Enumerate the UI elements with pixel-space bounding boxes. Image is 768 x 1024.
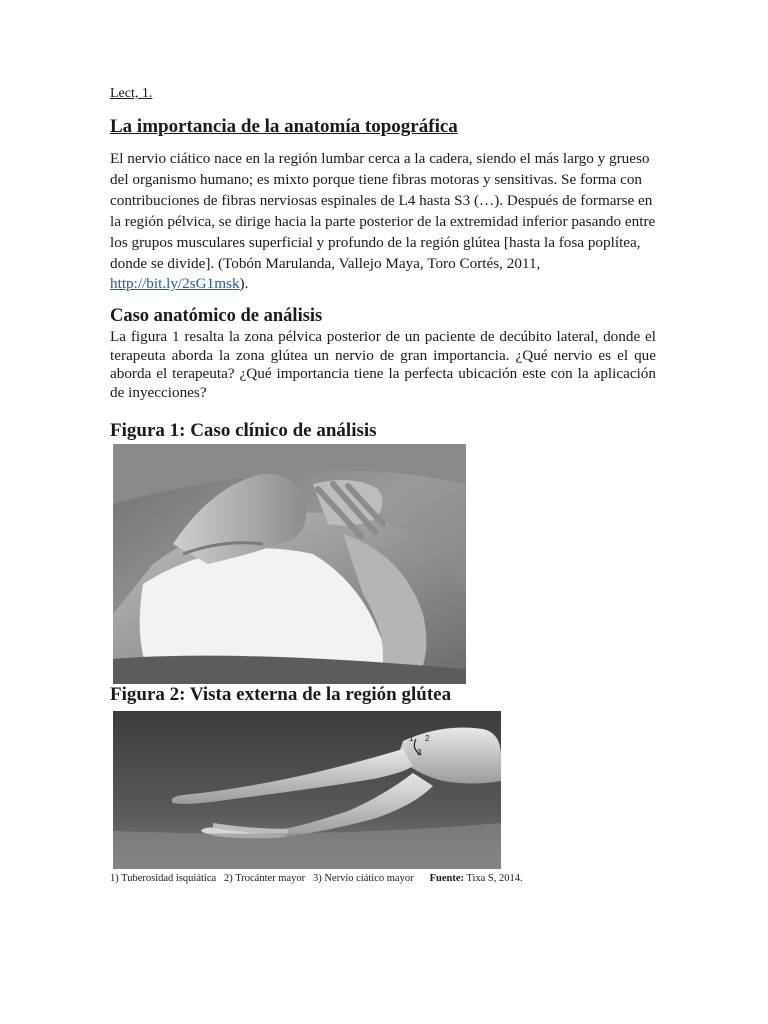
figure-caption <box>110 873 523 884</box>
figure1-photo <box>113 444 466 684</box>
figure2-marker-3: 3 <box>417 748 422 757</box>
figure2-marker-1: 1 <box>409 734 414 743</box>
intro-paragraph <box>110 149 665 295</box>
intro-text: El nervio ciático nace en la región lumbar cerca a la cadera, siendo el más largo y grueso del organismo humano; es mixto porque tiene fibras motoras y sensitivas. Se forma con contribuciones de fibras nerviosas espinales de L4 hasta S3 (…). Después de formarse en la región pélvica, se dirige hacia la parte posterior de la extremidad inferior pasando entre los grupos musculares superficial y profundo de la región glútea [hasta la fosa poplítea, donde se divide]. (Tobón Marulanda, Vallejo Maya, Toro Cortés, 2011, <box>110 150 656 272</box>
page-title: La importancia de la anatomía topográfica <box>110 116 458 137</box>
caption-items: 1) Tuberosidad isquiática 2) Trocánter mayor 3) Nervio ciático mayor <box>110 873 414 884</box>
case-paragraph: La figura 1 resalta la zona pélvica posterior de un paciente de decúbito lateral, donde el terapeuta aborda la zona glútea un nervio de gran importancia. ¿Qué nervio es el que aborda el terapeuta? ¿Qué importancia tiene la perfecta ubicación este con la aplicación de inyecciones? <box>110 328 656 401</box>
intro-text-end: ). <box>239 275 249 293</box>
lecture-label: Lect, 1. <box>110 86 153 101</box>
figure1-title: Figura 1: Caso clínico de análisis <box>110 420 377 441</box>
case-heading: Caso anatómico de análisis <box>110 306 323 326</box>
figure2-marker-2: 2 <box>425 734 430 743</box>
figure2-photo <box>113 711 501 869</box>
caption-source-label: Fuente: <box>429 873 464 884</box>
figure2-title: Figura 2: Vista externa de la región glútea <box>110 684 452 705</box>
caption-source-value: Tixa S, 2014. <box>463 873 523 884</box>
reference-link[interactable]: http://bit.ly/2sG1msk <box>110 275 240 293</box>
